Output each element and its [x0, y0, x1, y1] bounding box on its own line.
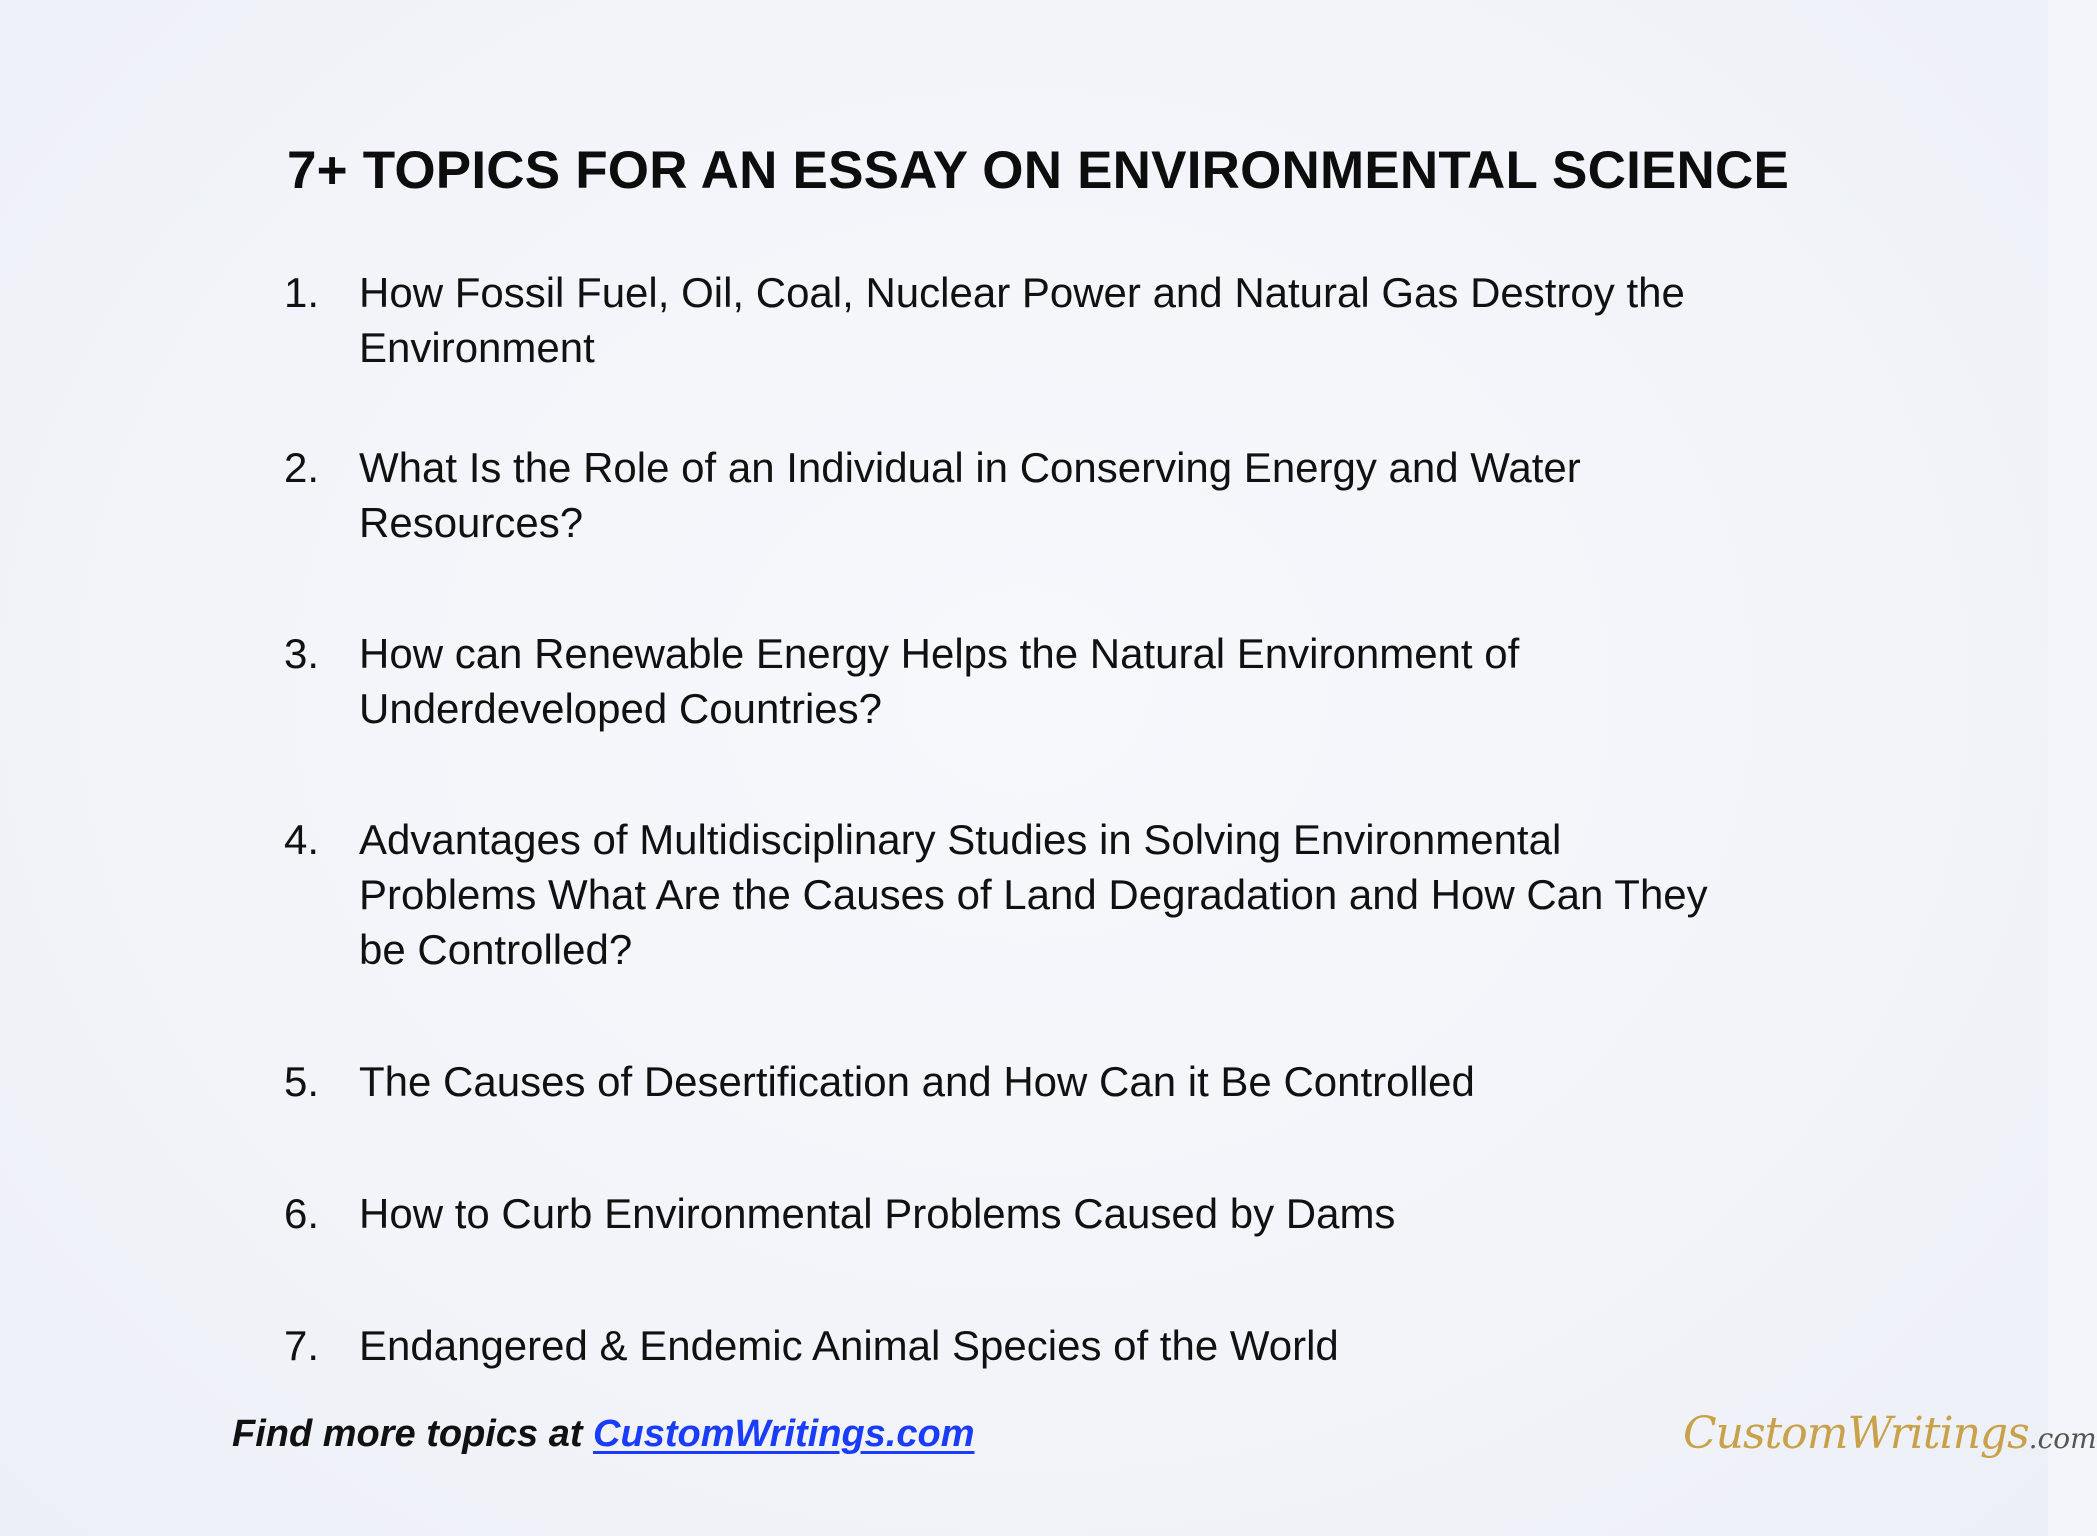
list-item-text: What Is the Role of an Individual in Conserving Energy and Water Resources? [359, 444, 1581, 546]
brand-logo [1683, 1408, 2097, 1459]
list-item-number: 6. [284, 1190, 320, 1237]
list-item [284, 1054, 1844, 1109]
list-item [284, 626, 1844, 736]
list-item [284, 265, 1844, 375]
list-item [284, 1318, 1844, 1373]
list-item-number: 5. [284, 1058, 320, 1105]
list-item [284, 812, 1844, 977]
list-item-text: How can Renewable Energy Helps the Natural Environment of Underdeveloped Countries? [359, 630, 1520, 732]
list-item [284, 1186, 1844, 1241]
footer-note [232, 1413, 974, 1456]
list-item-text: How to Curb Environmental Problems Caused by Dams [359, 1190, 1396, 1237]
list-item-number: 1. [284, 269, 320, 316]
list-item-number: 2. [284, 444, 320, 491]
brand-logo-script: CustomWritings [1683, 1408, 2029, 1459]
list-item-text: How Fossil Fuel, Oil, Coal, Nuclear Power and Natural Gas Destroy the Environment [359, 269, 1685, 371]
page-title: 7+ TOPICS FOR AN ESSAY ON ENVIRONMENTAL SCIENCE [287, 141, 1790, 200]
footer-prefix: Find more topics at [232, 1413, 594, 1455]
customwritings-link[interactable]: CustomWritings.com [593, 1413, 975, 1455]
list-item [284, 440, 1844, 550]
list-item-number: 7. [284, 1322, 320, 1369]
list-item-number: 3. [284, 630, 320, 677]
list-item-text: Advantages of Multidisciplinary Studies in Solving Environmental Problems What Are the Causes of Land Degradation and How Can They be Controlled? [359, 816, 1708, 973]
list-item-text: Endangered & Endemic Animal Species of the World [359, 1322, 1339, 1369]
list-item-number: 4. [284, 816, 320, 863]
list-item-text: The Causes of Desertification and How Can it Be Controlled [359, 1058, 1475, 1105]
brand-logo-tld: .com [2028, 1422, 2097, 1455]
